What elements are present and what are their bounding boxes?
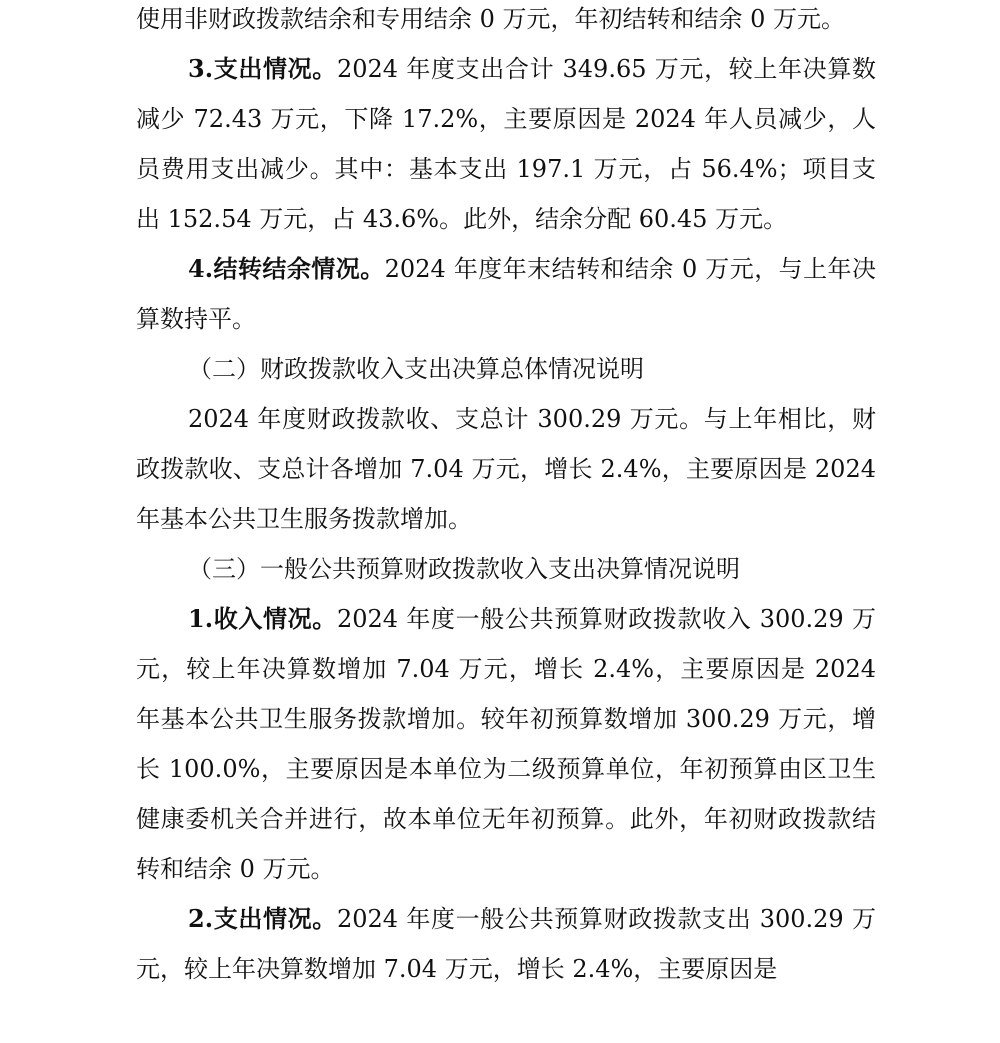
paragraph-lead: 3.支出情况。: [188, 54, 337, 83]
paragraph-text: 2024 年度财政拨款收、支总计 300.29 万元。与上年相比，财政拨款收、支总计各增加 7.04 万元，增长 2.4%，主要原因是 2024 年基本公共卫生服务拨款增加。: [136, 405, 876, 533]
paragraph-general-income: [136, 594, 876, 894]
paragraph-fiscal-overall: [136, 394, 876, 544]
paragraph-expenditure: [136, 44, 876, 244]
paragraph-text: 使用非财政拨款结余和专用结余 0 万元，年初结转和结余 0 万元。: [136, 5, 846, 33]
document-page: [136, 0, 876, 994]
paragraph-lead: 4.结转结余情况。: [188, 254, 385, 283]
paragraph-lead: 1.收入情况。: [188, 604, 337, 633]
section-heading-fiscal-overall: （二）财政拨款收入支出决算总体情况说明: [188, 355, 644, 383]
paragraph-lead: 2.支出情况。: [188, 904, 337, 933]
paragraph-text: 2024 年度年末结转和结余 0 万元，与上年决算数持平。: [136, 255, 876, 333]
paragraph-text: 2024 年度一般公共预算财政拨款收入 300.29 万元，较上年决算数增加 7.04 万元，增长 2.4%，主要原因是 2024 年基本公共卫生服务拨款增加。较年初预算数增加 300.29 万元，增长 100.0%，主要原因是本单位为二级预算单位，年初预算由区卫生健康委机关合并进行，故本单位无年初预算。此外，年初财政拨款结转和结余 0 万元。: [136, 605, 876, 883]
paragraph-text: 2024 年度一般公共预算财政拨款支出 300.29 万元，较上年决算数增加 7.04 万元，增长 2.4%，主要原因是: [136, 905, 876, 983]
paragraph-carryover-tail: [136, 0, 876, 44]
paragraph-carryover: [136, 244, 876, 344]
paragraph-general-expenditure: [136, 894, 876, 994]
section-heading-general-budget: （三）一般公共预算财政拨款收入支出决算情况说明: [188, 555, 740, 583]
paragraph-text: 2024 年度支出合计 349.65 万元，较上年决算数减少 72.43 万元，下降 17.2%，主要原因是 2024 年人员减少，人员费用支出减少。其中：基本支出 197.1 万元，占 56.4%；项目支出 152.54 万元，占 43.6%。此外，结余分配 60.45 万元。: [136, 55, 876, 233]
